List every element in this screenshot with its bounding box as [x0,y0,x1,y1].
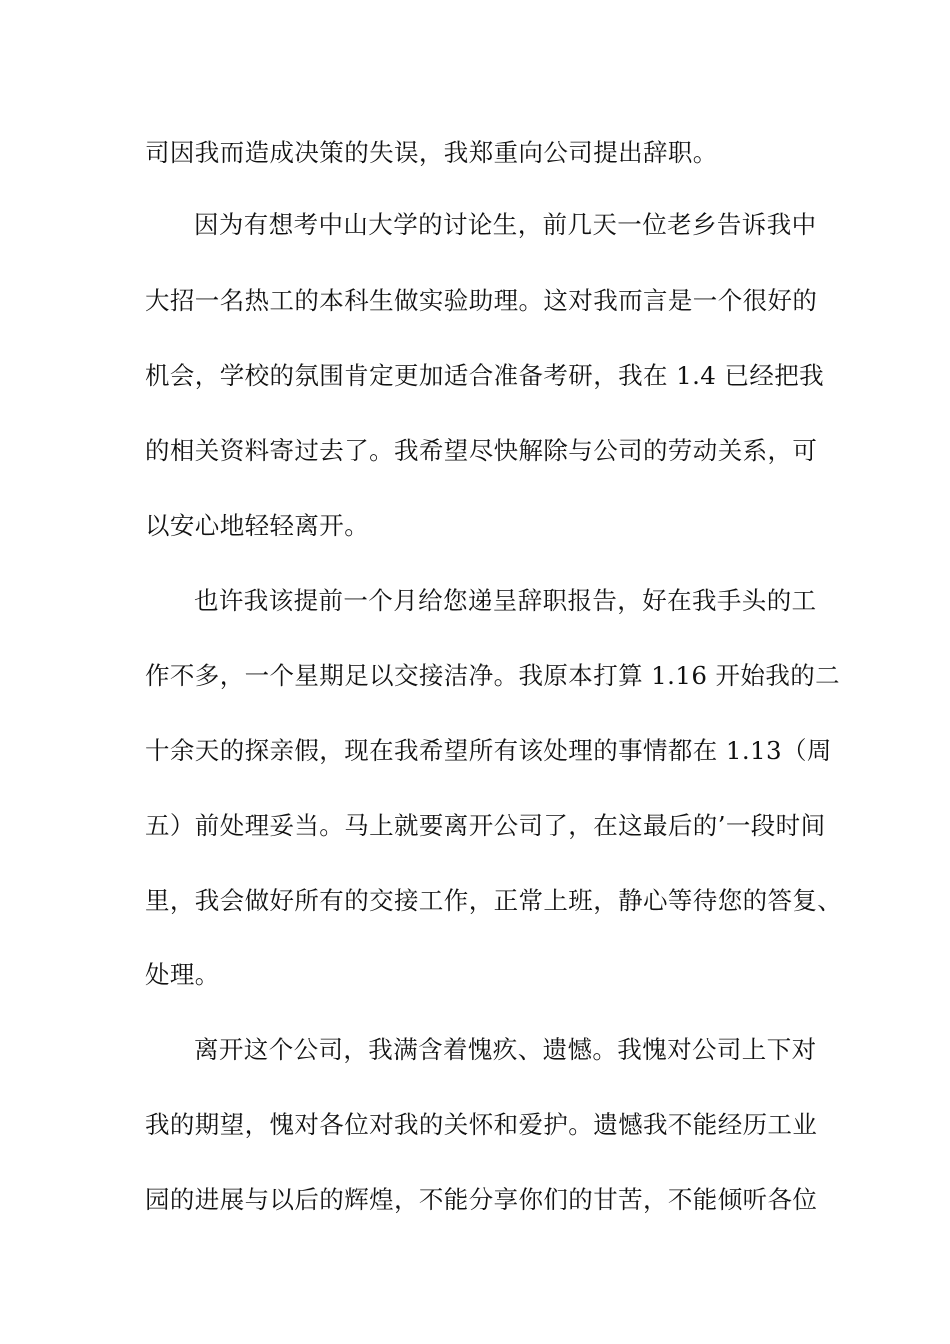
text-line: 园的进展与以后的辉煌，不能分享你们的甘苦，不能倾听各位 [145,1185,818,1214]
text-line: 我的期望，愧对各位对我的关怀和爱护。遗憾我不能经历工业 [145,1110,818,1139]
paragraph-first-line: 因为有想考中山大学的讨论生，前几天一位老乡告诉我中 [194,210,817,239]
text-line: 作不多，一个星期足以交接洁净。我原本打算 1.16 开始我的二 [145,661,841,690]
text-line: 大招一名热工的本科生做实验助理。这对我而言是一个很好的 [145,286,818,315]
text-line: 以安心地轻轻离开。 [145,511,370,540]
text-line: 五）前处理妥当。马上就要离开公司了，在这最后的’一段时间 [145,811,826,840]
text-line: 处理。 [145,960,220,989]
text-line: 司因我而造成决策的失误，我郑重向公司提出辞职。 [145,138,718,167]
text-line: 里，我会做好所有的交接工作，正常上班，静心等待您的答复、 [145,886,843,915]
text-line: 的相关资料寄过去了。我希望尽快解除与公司的劳动关系，可 [145,436,818,465]
text-line: 机会，学校的氛围肯定更加适合准备考研，我在 1.4 已经把我 [145,361,825,390]
paragraph-first-line: 离开这个公司，我满含着愧疚、遗憾。我愧对公司上下对 [194,1035,817,1064]
paragraph-first-line: 也许我该提前一个月给您递呈辞职报告，好在我手头的工 [194,586,817,615]
text-line: 十余天的探亲假，现在我希望所有该处理的事情都在 1.13（周 [145,736,832,765]
